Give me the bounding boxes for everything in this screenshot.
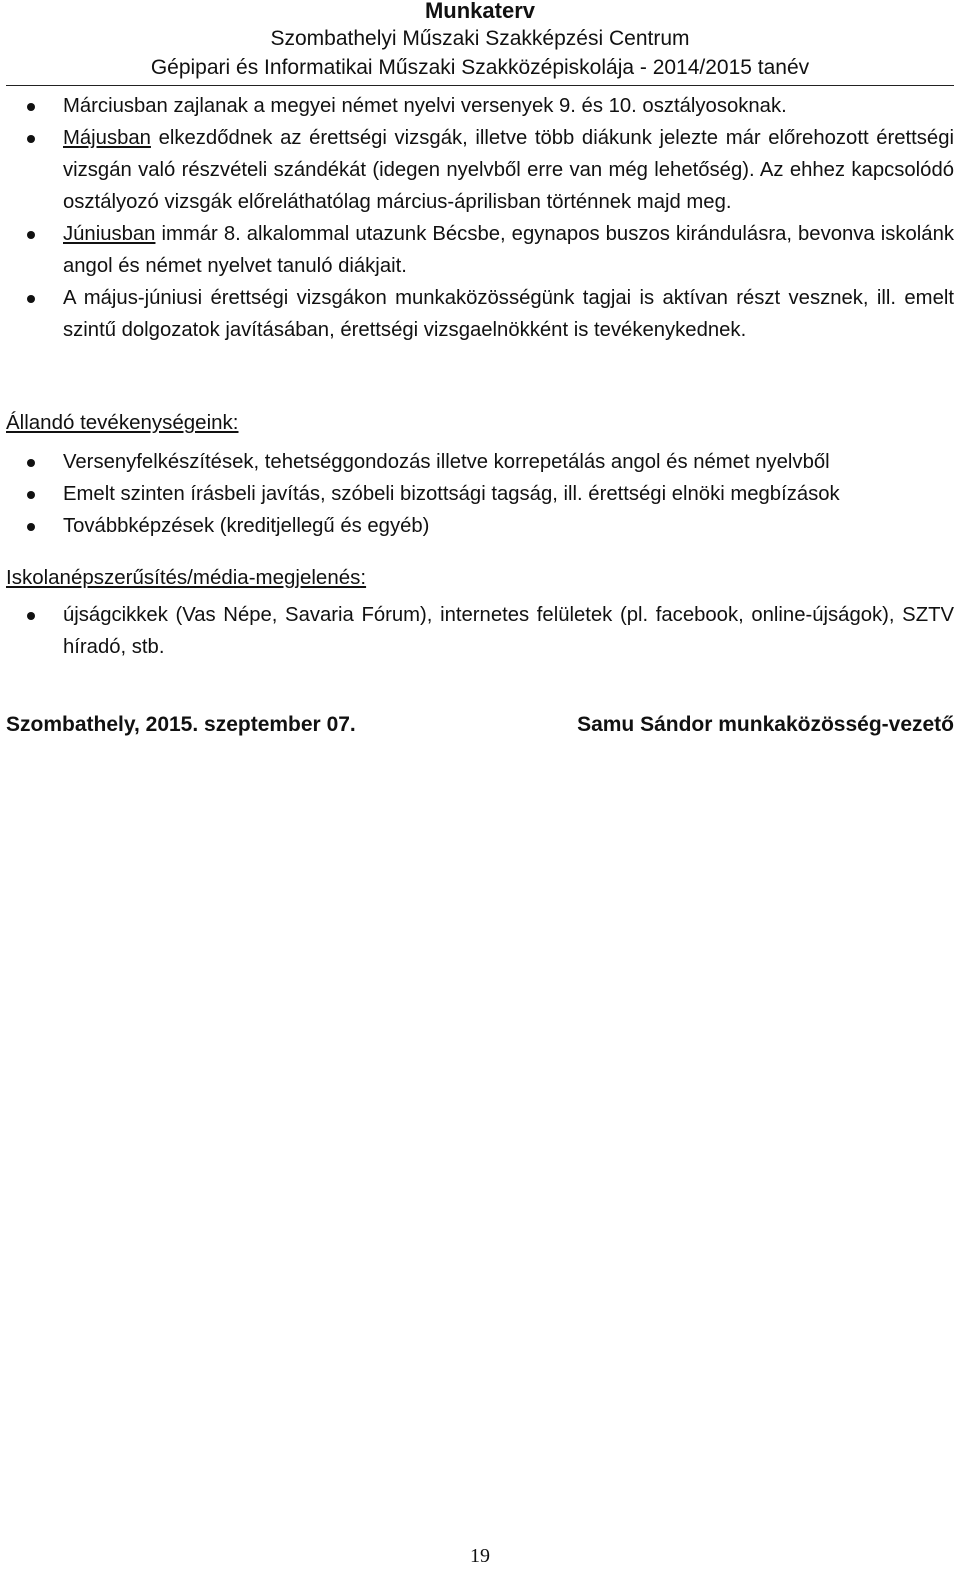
page-header [0, 0, 960, 82]
institution-name: Szombathelyi Műszaki Szakképzési Centrum [270, 27, 690, 50]
list-item: újságcikkek (Vas Népe, Savaria Fórum), internetes felületek (pl. facebook, online-újságok), SZTV híradó, stb. [0, 599, 960, 663]
list-item-text: elkezdődnek az érettségi vizsgák, illetve több diákunk jelezte már előrehozott érettségi vizsgán való részvételi szándékát (idegen nyelvből erre van még lehetőség). Az ehhez kapcsolódó osztályozó vizsgák előreláthatólag március-áprilisban történnek majd meg. [63, 127, 954, 213]
document-title: Munkaterv [424, 0, 536, 23]
month-label: Májusban [63, 127, 151, 149]
list-item: Emelt szinten írásbeli javítás, szóbeli bizottsági tagság, ill. érettségi elnöki megbízások [0, 478, 960, 510]
media-list [0, 599, 960, 663]
section-heading-permanent: Állandó tevékenységeink: [6, 411, 239, 434]
events-list [0, 90, 960, 346]
list-item: Továbbképzések (kreditjellegű és egyéb) [0, 510, 960, 542]
list-item [0, 218, 960, 282]
list-item-text: A május-júniusi érettségi vizsgákon munkaközösségünk tagjai is aktívan részt vesznek, ill. emelt szintű dolgozatok javításában, érettségi vizsgaelnökként is tevékenykednek. [63, 287, 954, 341]
permanent-activities-list [0, 446, 960, 542]
list-item [0, 90, 960, 122]
place-date: Szombathely, 2015. szeptember 07. [6, 713, 356, 736]
list-item-text: immár 8. alkalommal utazunk Bécsbe, egynapos buszos kirándulásra, bevonva iskolánk angol és német nyelvet tanuló diákjait. [63, 223, 954, 277]
section-heading-media: Iskolanépszerűsítés/média-megjelenés: [6, 566, 367, 589]
list-item: Versenyfelkészítések, tehetséggondozás illetve korrepetálás angol és német nyelvből [0, 446, 960, 478]
list-item [0, 122, 960, 218]
page-number: 19 [470, 1545, 490, 1567]
list-item [0, 282, 960, 346]
header-divider [6, 85, 954, 86]
school-year-line: Gépipari és Informatikai Műszaki Szakközépiskolája - 2014/2015 tanév [150, 56, 810, 79]
month-label: Júniusban [63, 223, 156, 245]
signatory: Samu Sándor munkaközösség-vezető [577, 713, 954, 736]
list-item-text: Márciusban zajlanak a megyei német nyelvi versenyek 9. és 10. osztályosoknak. [63, 95, 787, 117]
